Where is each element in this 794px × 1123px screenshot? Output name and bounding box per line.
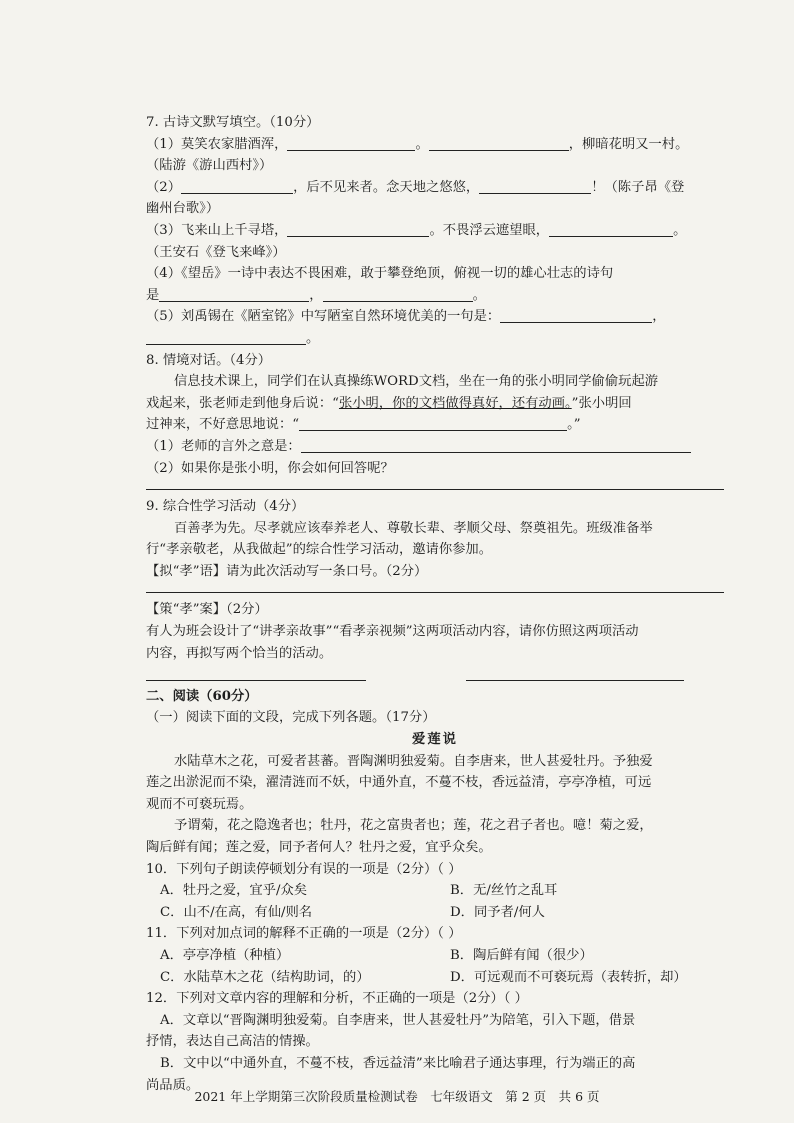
option-a-continued: 抒情，表达自己高洁的情操。 [146, 1034, 319, 1050]
section-heading: 二、阅读（60分） [146, 688, 258, 704]
passage-line-5: 陶后鲜有闻；莲之爱，同予者何人？牡丹之爱，宜乎众矣。 [146, 840, 492, 855]
answer-blank[interactable] [287, 221, 429, 237]
text: ！（陈子昂《登 [591, 179, 685, 195]
q9-slogan-prompt: 【拟“孝”语】请为此次活动写一条口号。（2分） [146, 563, 428, 579]
q9-plan-prompt: 【策“孝”案】（2分） [146, 602, 268, 618]
q10-options-row-1 [146, 880, 724, 902]
answer-blank[interactable] [159, 286, 309, 302]
q9-para-6: 内容，再拟写两个恰当的活动。 [146, 645, 333, 661]
q8-para-3 [146, 414, 724, 436]
answer-blank[interactable] [549, 221, 673, 237]
option-b[interactable]: B．陶后鲜有闻（很少） [450, 947, 593, 963]
answer-blank[interactable] [287, 135, 415, 151]
answer-blank[interactable] [146, 329, 306, 345]
page-footer: 2021 年上学期第三次阶段质量检测试卷 七年级语文 第 2 页 共 6 页 [194, 1089, 600, 1104]
text: 。 [472, 287, 486, 303]
text: （1）老师的言外之意是： [146, 438, 301, 454]
q9-heading: 9. 综合性学习活动（4分） [146, 499, 305, 515]
text: （3）飞来山上千寻塔， [146, 222, 288, 238]
q7-line-6: （王安石《登飞来峰》） [146, 244, 286, 260]
q12-heading: 12．下列对文章内容的理解和分析，不正确的一项是（2分）（ ） [146, 991, 528, 1007]
answer-blank[interactable] [500, 307, 652, 323]
underlined-quote: 张小明，你的文档做得真好，还有动画。 [338, 395, 572, 411]
q7-line-4: 幽州台歌》） [146, 201, 220, 217]
text: ， [652, 309, 666, 325]
text: ，后不见来者。念天地之悠悠， [293, 179, 480, 195]
passage-title: 爱莲说 [412, 732, 458, 748]
text: 。” [567, 417, 581, 433]
answer-line[interactable] [146, 582, 724, 593]
q7-line-10 [146, 328, 724, 350]
q7-line-9 [146, 306, 724, 328]
text: （2） [146, 179, 182, 195]
q8-sub-2: （2）如果你是张小明，你会如何回答呢？ [146, 460, 394, 476]
option-c[interactable]: C．水陆草木之花（结构助词，的） [160, 969, 370, 985]
q8-para-2 [146, 393, 724, 415]
option-a[interactable]: A．亭亭净植（种植） [160, 947, 290, 963]
answer-blank[interactable] [301, 437, 691, 453]
answer-blank[interactable] [479, 178, 591, 194]
q7-line-5 [146, 220, 724, 242]
answer-blank[interactable] [146, 665, 366, 681]
text: 戏起来，张老师走到他身后说：“ [146, 395, 339, 411]
answer-blank[interactable] [429, 135, 569, 151]
q8-para-1: 信息技术课上，同学们在认真操练WORD文档，坐在一角的张小明同学偷偷玩起游 [174, 374, 659, 390]
text: 过神来，不好意思地说：“ [146, 417, 300, 433]
option-b[interactable]: B．文中以“中通外直，不蔓不枝，香远益清”来比喻君子通达事理，行为端正的高 [160, 1055, 636, 1071]
q8-heading: 8. 情境对话。（4分） [146, 352, 272, 368]
option-a[interactable]: A．牡丹之爱，宜乎/众矣 [160, 883, 308, 899]
exam-page [146, 112, 724, 1096]
answer-blank[interactable] [181, 178, 293, 194]
text: （5）刘禹锡在《陋室铭》中写陋室自然环境优美的一句是： [146, 309, 501, 325]
text: 是 [146, 287, 160, 303]
option-a[interactable]: A．文章以“晋陶渊明独爱菊。自李唐来，世人甚爱牡丹”为陪笔，引入下题，借景 [160, 1012, 636, 1028]
option-b-continued: 尚品质。 [146, 1077, 200, 1093]
answer-blank[interactable] [466, 665, 684, 681]
passage-line-1: 水陆草木之花，可爱者甚蕃。晋陶渊明独爱菊。自李唐来，世人甚爱牡丹。予独爱 [174, 753, 653, 769]
q11-heading: 11．下列对加点词的解释不正确的一项是（2分）（ ） [146, 926, 462, 942]
q10-heading: 10．下列句子朗读停顿划分有误的一项是（2分）（ ） [146, 861, 462, 877]
q7-line-1 [146, 134, 724, 156]
option-d[interactable]: D．可远观而不可亵玩焉（表转折，却） [450, 969, 687, 985]
reading-instruction: （一）阅读下面的文段，完成下列各题。（17分） [146, 710, 436, 726]
q7-heading: 7. 古诗文默写填空。（10分） [146, 115, 320, 130]
option-b[interactable]: B．无/丝竹之乱耳 [450, 883, 558, 899]
answer-blank[interactable] [323, 286, 473, 302]
passage-line-3: 观而不可亵玩焉。 [146, 796, 253, 812]
text: ， [309, 287, 323, 303]
text: 。不畏浮云遮望眼， [429, 222, 550, 238]
q7-line-3 [146, 177, 724, 199]
passage-line-2: 莲之出淤泥而不染，濯清涟而不妖，中通外直，不蔓不枝，香远益清，亭亭净植，可远 [146, 775, 652, 791]
q9-para-2: 行“孝亲敬老，从我做起”的综合性学习活动，邀请你参加。 [146, 542, 493, 558]
q11-options-row-2 [146, 967, 724, 989]
q7-line-2: （陆游《游山西村》） [146, 158, 273, 174]
text: （1）莫笑农家腊酒浑， [146, 136, 288, 152]
text: 。 [306, 330, 320, 346]
q9-para-5: 有人为班会设计了“讲孝亲故事”“看孝亲视频”这两项活动内容，请你仿照这两项活动 [146, 624, 639, 640]
q7-line-8 [146, 285, 724, 307]
q10-options-row-2 [146, 902, 724, 924]
q11-options-row-1 [146, 945, 724, 967]
text: ，柳暗花明又一村。 [568, 136, 689, 152]
text: ”张小明回 [571, 395, 632, 411]
q7-line-7: （4）《望岳》一诗中表达不畏困难，敢于攀登绝顶，俯视一切的雄心壮志的诗句 [146, 266, 614, 282]
answer-blank[interactable] [299, 415, 567, 431]
answer-line[interactable] [146, 479, 724, 490]
text: 。 [673, 222, 687, 238]
q8-sub-1 [146, 436, 724, 458]
option-c[interactable]: C．山不/在高，有仙/则名 [160, 904, 313, 920]
option-d[interactable]: D．同予者/何人 [450, 904, 545, 920]
text: 。 [415, 136, 429, 152]
q9-answer-row [146, 664, 724, 686]
passage-line-4: 予谓菊，花之隐逸者也；牡丹，花之富贵者也；莲，花之君子者也。噫！菊之爱， [174, 818, 653, 834]
q9-para-1: 百善孝为先。尽孝就应该奉养老人、尊敬长辈、孝顺父母、祭奠祖先。班级准备举 [174, 520, 653, 536]
